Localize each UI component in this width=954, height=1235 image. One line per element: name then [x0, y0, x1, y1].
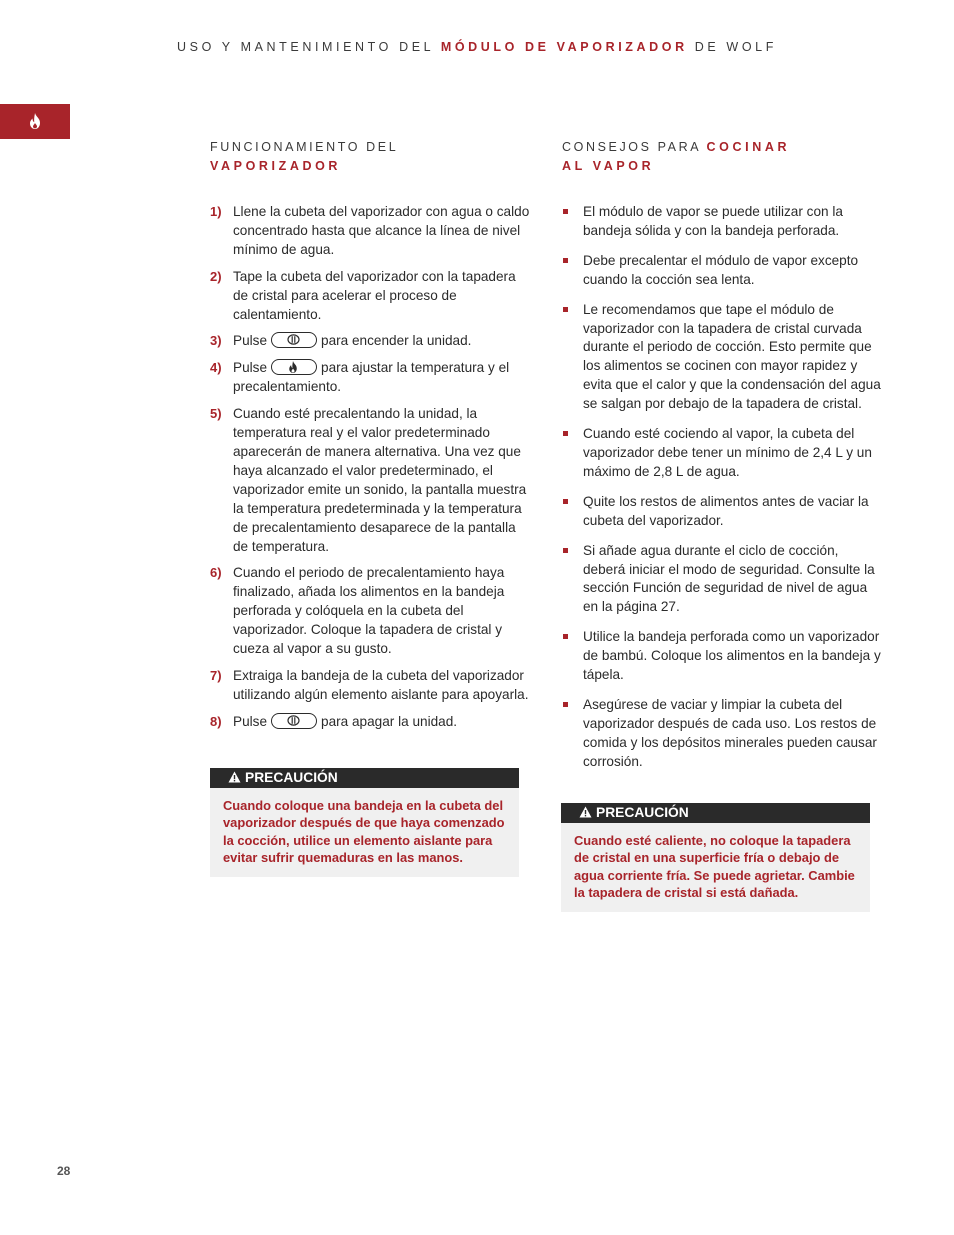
- caution-header: [210, 768, 519, 788]
- tip-text: Utilice la bandeja perforada como un vaporizador de bambú. Coloque los alimentos en la bandeja y tápela.: [583, 629, 881, 683]
- section-title-line2: AL VAPOR: [562, 159, 655, 173]
- bullet-square-icon: [563, 499, 568, 504]
- steps-list: [210, 203, 532, 732]
- step-number: 4): [210, 360, 222, 376]
- tip-item: [562, 425, 884, 482]
- step-item: [210, 713, 532, 732]
- left-column: [210, 138, 532, 740]
- bullet-square-icon: [563, 634, 568, 639]
- section-tab: [0, 104, 70, 139]
- section-title-line1: FUNCIONAMIENTO DEL: [210, 140, 399, 154]
- caution-label: PRECAUCIÓN: [596, 805, 689, 820]
- running-header: [0, 40, 954, 54]
- power-button-glyph: [271, 332, 317, 348]
- header-prefix: USO Y MANTENIMIENTO DEL: [177, 40, 434, 54]
- caution-text: Cuando esté caliente, no coloque la tapadera de cristal en una superficie fría o debajo de agua corriente fría. Se puede agrietar. Cambie la tapadera de cristal si está dañada.: [574, 833, 855, 900]
- header-highlight: MÓDULO DE VAPORIZADOR: [440, 40, 688, 54]
- section-title-line1-b: COCINAR: [706, 140, 791, 154]
- tips-list: [562, 203, 884, 772]
- step-text-post: para encender la unidad.: [321, 333, 472, 349]
- step-text-post: para ajustar la temperatura y el precalentamiento.: [233, 360, 510, 395]
- flame-icon: [287, 361, 299, 373]
- tip-item: [562, 493, 884, 531]
- step-text: Cuando el periodo de precalentamiento haya finalizado, añada los alimentos en la bandeja perforada y colóquela en la cubeta del vaporizador. Coloque la tapadera de cristal y cueza al vapor a su gusto.: [233, 565, 505, 657]
- header-suffix: DE WOLF: [694, 40, 777, 54]
- step-item: [210, 268, 532, 325]
- step-text-pre: Pulse: [233, 360, 268, 376]
- step-number: 8): [210, 713, 222, 729]
- warning-icon: [228, 771, 241, 783]
- caution-label: PRECAUCIÓN: [245, 770, 338, 785]
- tip-text: Debe precalentar el módulo de vapor excepto cuando la cocción sea lenta.: [583, 252, 859, 287]
- step-item: [210, 332, 532, 351]
- section-title-line1-a: CONSEJOS PARA: [562, 140, 701, 154]
- step-item: [210, 359, 532, 397]
- section-title-line2: VAPORIZADOR: [210, 159, 342, 173]
- step-number: 6): [210, 565, 222, 581]
- warning-icon: [579, 806, 592, 818]
- tip-text: Le recomendamos que tape el módulo de vaporizador con la tapadera de cristal curvada durante el periodo de cocción. Esto permite que los alimentos se cocinen con mayor rapidez y evita que el calor y que la condensación del agua se salgan por debajo de la tapadera de cristal.: [583, 301, 881, 412]
- tip-text: Quite los restos de alimentos antes de vaciar la cubeta del vaporizador.: [583, 493, 869, 528]
- right-column: [562, 138, 884, 783]
- tip-item: [562, 628, 884, 685]
- bullet-square-icon: [563, 431, 568, 436]
- step-text: Extraiga la bandeja de la cubeta del vaporizador utilizando algún elemento aislante para apoyarla.: [233, 667, 529, 702]
- step-text-pre: Pulse: [233, 333, 268, 349]
- tip-item: [562, 542, 884, 618]
- bullet-square-icon: [563, 209, 568, 214]
- step-text: Cuando esté precalentando la unidad, la temperatura real y el valor predeterminado aparecerán de manera alternativa. Una vez que haya alcanzado el valor predeterminado, el vaporizador emite un sonido, la pantalla muestra la temperatura predeterminada y la temperatura de precalentamiento desaparece de la pantalla de temperatura.: [233, 406, 527, 554]
- power-icon: [287, 334, 300, 345]
- flame-icon: [28, 113, 42, 129]
- step-item: [210, 564, 532, 659]
- tip-text: Cuando esté cociendo al vapor, la cubeta del vaporizador debe tener un mínimo de 2,4 L y un máximo de 2,8 L de agua.: [583, 426, 872, 479]
- flame-button-glyph: [271, 359, 317, 375]
- tip-text: Si añade agua durante el ciclo de cocción, deberá iniciar el modo de seguridad. Consulte la sección Función de seguridad de nivel de agua en la página 27.: [583, 542, 875, 615]
- step-text-post: para apagar la unidad.: [321, 713, 458, 729]
- step-number: 7): [210, 667, 222, 683]
- step-number: 5): [210, 406, 222, 422]
- tip-item: [562, 203, 884, 241]
- section-title-operation: [210, 138, 532, 203]
- tip-item: [562, 252, 884, 290]
- section-title-tips: [562, 138, 884, 203]
- tip-text: Asegúrese de vaciar y limpiar la cubeta del vaporizador después de cada uso. Los restos de comida y los depósitos minerales pueden causar corrosión.: [583, 696, 877, 769]
- tip-item: [562, 696, 884, 772]
- page-number: 28: [57, 1164, 71, 1178]
- caution-text: Cuando coloque una bandeja en la cubeta del vaporizador después de que haya comenzado la cocción, utilice un elemento aislante para evitar sufrir quemaduras en las manos.: [223, 798, 505, 865]
- tip-text: El módulo de vapor se puede utilizar con la bandeja sólida y con la bandeja perforada.: [583, 204, 843, 238]
- section-title-line1: [562, 138, 884, 157]
- caution-box-left: [210, 768, 519, 877]
- power-button-glyph: [271, 713, 317, 729]
- step-item: [210, 405, 532, 556]
- caution-box-right: [561, 803, 870, 912]
- step-text-pre: Pulse: [233, 713, 268, 729]
- power-icon: [287, 715, 300, 726]
- caution-header: [561, 803, 870, 823]
- step-number: 1): [210, 204, 222, 219]
- step-text: Llene la cubeta del vaporizador con agua o caldo concentrado hasta que alcance la línea de nivel mínimo de agua.: [233, 204, 530, 257]
- step-item: [210, 203, 532, 260]
- step-item: [210, 667, 532, 705]
- step-number: 3): [210, 333, 222, 349]
- bullet-square-icon: [563, 258, 568, 263]
- step-number: 2): [210, 268, 222, 284]
- bullet-square-icon: [563, 307, 568, 312]
- bullet-square-icon: [563, 548, 568, 553]
- step-text: Tape la cubeta del vaporizador con la tapadera de cristal para acelerar el proceso de calentamiento.: [233, 268, 516, 322]
- tip-item: [562, 301, 884, 414]
- bullet-square-icon: [563, 702, 568, 707]
